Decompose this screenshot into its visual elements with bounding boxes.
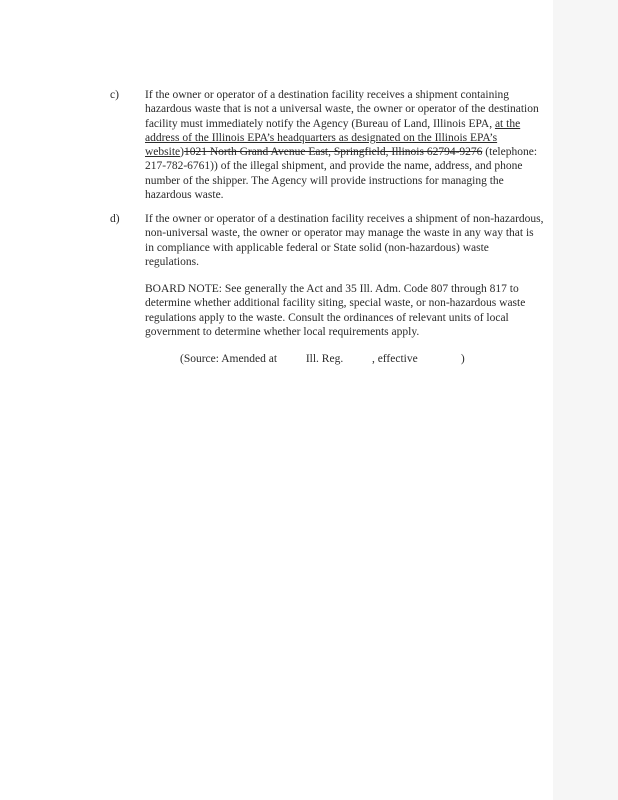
item-c-closing-paren: ) bbox=[180, 146, 184, 159]
item-c-inserted-text: at the address of the Illinois EPA’s headquarters as designated on the Illinois EPA’s website bbox=[145, 117, 521, 159]
item-c-deleted-text: 1021 North Grand Avenue East, Springfield, Illinois 62794-9276 bbox=[183, 146, 483, 159]
item-d-paragraph: If the owner or operator of a destination facility receives a shipment of non-hazardous, non-universal waste, the owner or operator may manage the waste in any way that is in compliance with applicable federal or State solid (non-hazardous) waste regulations. bbox=[145, 213, 544, 268]
board-note: BOARD NOTE: See generally the Act and 35 Ill. Adm. Code 807 through 817 to determine whether additional facility siting, special waste, or non-hazardous waste regulations apply to the waste. Consult the ordinances of relevant units of local government to determine whether local requirements apply. bbox=[145, 283, 526, 338]
item-c-paragraph bbox=[145, 88, 545, 202]
item-c-label: c) bbox=[110, 89, 119, 101]
source-note: (Source: Amended at Ill. Reg. , effective ) bbox=[180, 353, 465, 365]
item-c-text-1: If the owner or operator of a destination facility receives a shipment containing hazardous waste that is not a universal waste, the owner or operator of the destination facility must immediately notify the Agency (Bureau of Land, Illinois EPA, bbox=[145, 89, 539, 130]
scan-margin-shade bbox=[553, 0, 618, 800]
item-c-text-2: (telephone: 217-782-6761)) of the illegal shipment, and provide the name, address, and phone number of the shipper. The Agency will provide instructions for managing the hazardous waste. bbox=[145, 146, 538, 202]
item-d-label: d) bbox=[110, 213, 120, 225]
